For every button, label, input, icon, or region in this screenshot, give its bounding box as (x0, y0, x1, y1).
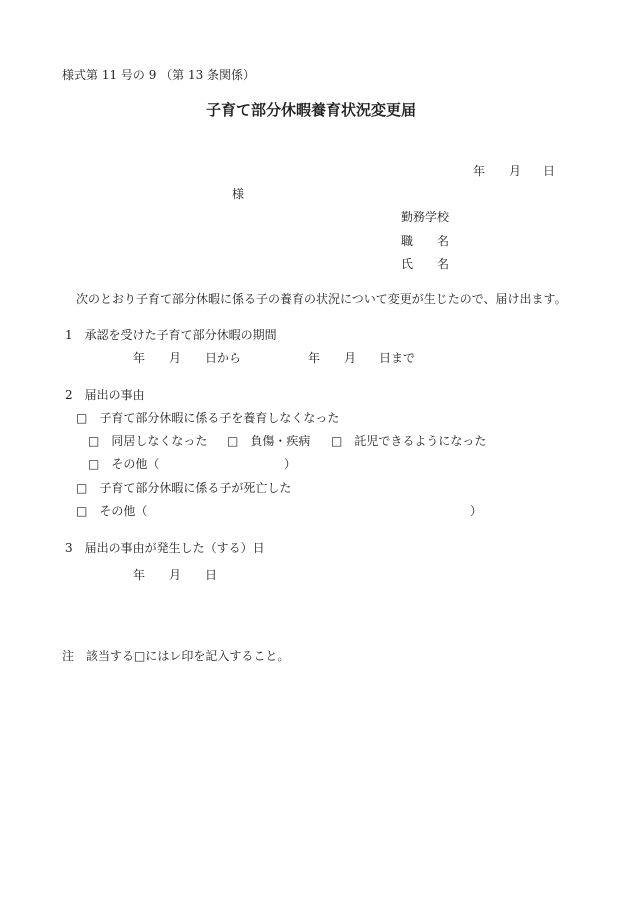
date-day-label: 日 (543, 164, 556, 178)
footnote: 注 該当する□にはレ印を記入すること。 (62, 649, 290, 663)
checkbox-sub-a3[interactable]: □ (331, 434, 343, 448)
sub-other-label: その他（ (111, 457, 160, 471)
section3-heading: 3 届出の事由が発生した（する）日 (65, 541, 265, 555)
period-end-year: 年 (308, 351, 321, 365)
checkbox-reason-other[interactable]: □ (76, 504, 88, 518)
sub-a3-row (331, 435, 486, 447)
period-end-month: 月 (344, 351, 357, 365)
date-month-label: 月 (509, 164, 522, 178)
reason-other-row (76, 505, 147, 517)
section2-heading: 2 届出の事由 (65, 388, 145, 402)
period-start-day: 日から (205, 351, 242, 365)
sub-other-close: ） (284, 457, 297, 471)
event-date-year: 年 (133, 568, 146, 582)
event-date-month: 月 (169, 568, 182, 582)
checkbox-sub-other[interactable]: □ (88, 457, 100, 471)
checkbox-sub-a1[interactable]: □ (88, 434, 100, 448)
reason-a-row (76, 412, 339, 424)
sub-a1-label: 同居しなくなった (111, 434, 208, 448)
sub-a3-label: 託児できるようになった (354, 434, 487, 448)
date-year-label: 年 (473, 164, 486, 178)
checkbox-sub-a2[interactable]: □ (227, 434, 239, 448)
school-label: 勤務学校 (401, 210, 450, 224)
period-start-month: 月 (169, 351, 182, 365)
form-number: 様式第 11 号の 9 （第 13 条関係） (62, 68, 256, 82)
intro-text: 次のとおり子育て部分休暇に係る子の養育の状況について変更が生じたので、届け出ます。 (76, 292, 567, 306)
reason-b-row (76, 482, 291, 494)
addressee-suffix: 様 (232, 187, 245, 201)
reason-other-close: ） (470, 504, 483, 518)
checkbox-reason-a[interactable]: □ (76, 411, 88, 425)
period-end-day: 日まで (379, 351, 416, 365)
position-label: 職 名 (401, 234, 450, 248)
sub-a2-label: 負傷・疾病 (250, 434, 311, 448)
name-label: 氏 名 (401, 257, 450, 271)
sub-a1-row (88, 435, 207, 447)
section1-heading: 1 承認を受けた子育て部分休暇の期間 (65, 328, 277, 342)
sub-a2-row (227, 435, 310, 447)
checkbox-reason-b[interactable]: □ (76, 481, 88, 495)
reason-a-label: 子育て部分休暇に係る子を養育しなくなった (99, 411, 340, 425)
period-start-year: 年 (133, 351, 146, 365)
sub-other-row (88, 458, 159, 470)
reason-b-label: 子育て部分休暇に係る子が死亡した (99, 481, 292, 495)
page-title: 子育て部分休暇養育状況変更届 (206, 101, 417, 119)
event-date-day: 日 (205, 568, 218, 582)
reason-other-label: その他（ (99, 504, 148, 518)
